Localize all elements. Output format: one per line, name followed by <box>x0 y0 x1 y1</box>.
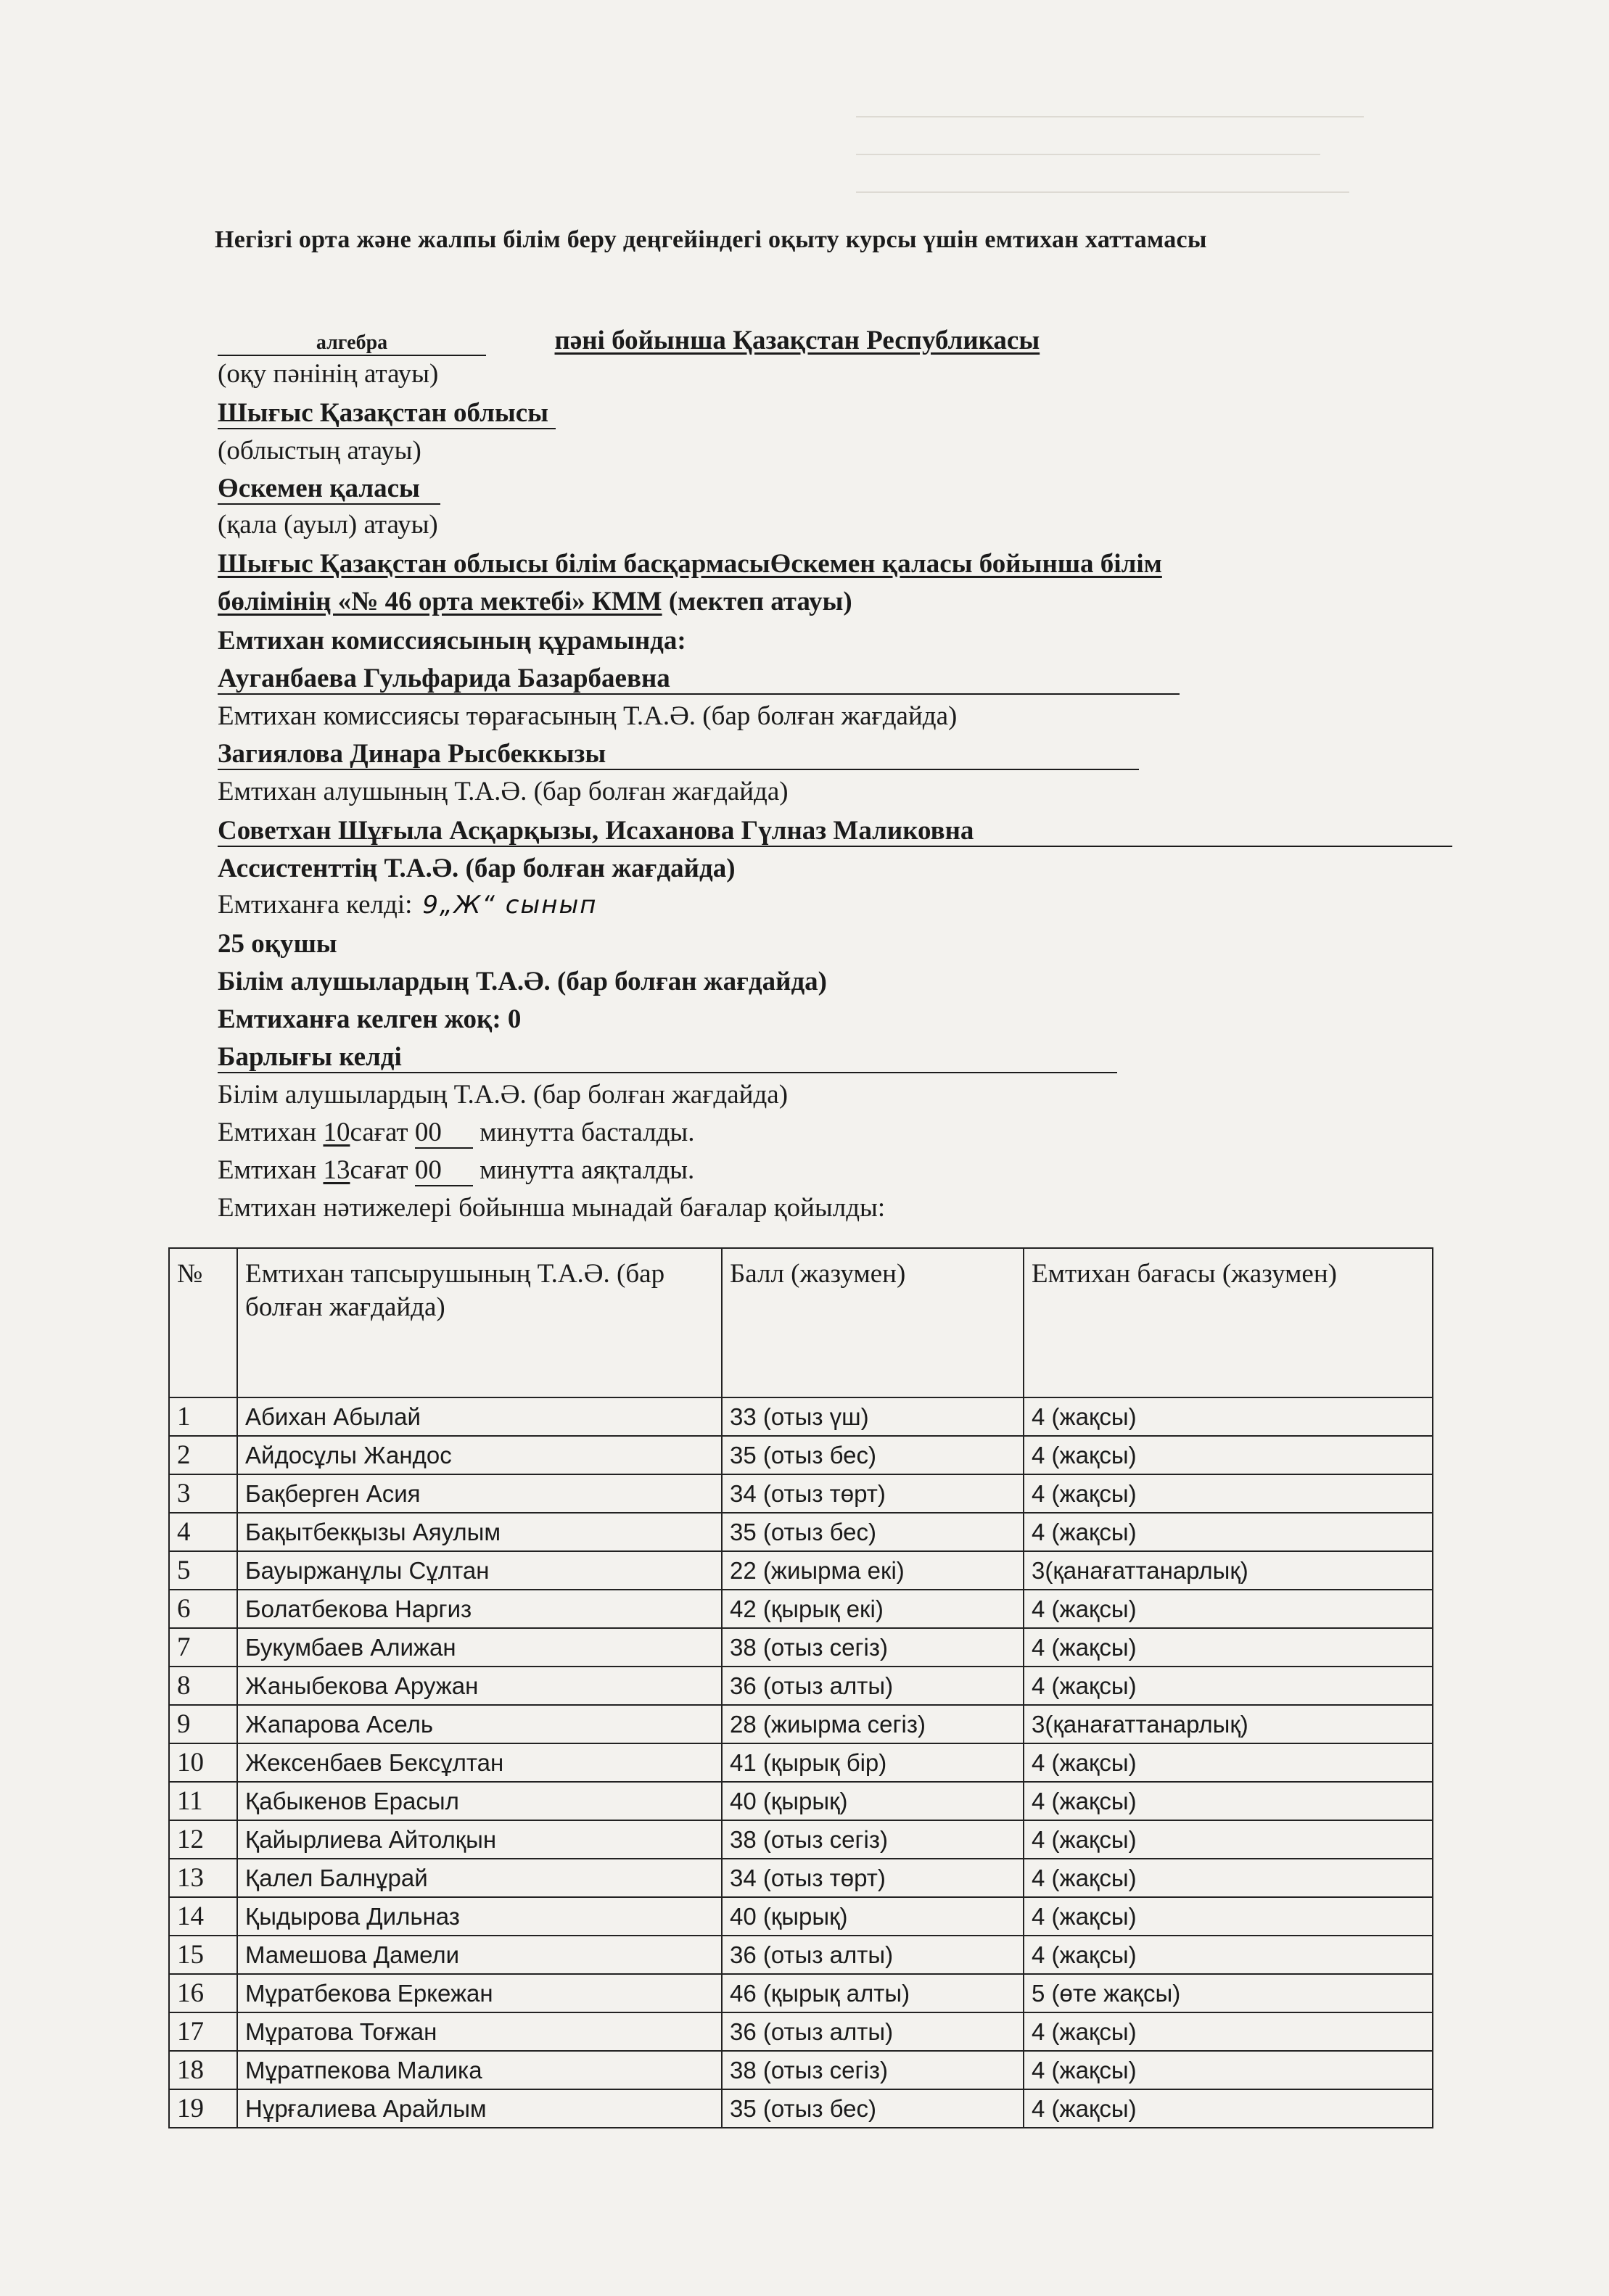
student-name: Қыдырова Дильназ <box>237 1897 722 1936</box>
table-row <box>169 2089 1433 2128</box>
header-grade: Емтихан бағасы (жазумен) <box>1024 1248 1433 1397</box>
student-name: Бақберген Асия <box>237 1474 722 1513</box>
all-present-field: Барлығы келді <box>218 1041 1117 1073</box>
table-row <box>169 1628 1433 1667</box>
row-number: 10 <box>169 1743 237 1782</box>
student-name: Мамешова Дамели <box>237 1936 722 1974</box>
student-grade: 4 (жақсы) <box>1024 2051 1433 2089</box>
assistants-caption: Ассистенттің Т.А.Ә. (бар болған жағдайда) <box>218 854 736 883</box>
document-title: Негізгі орта және жалпы білім беру деңгейіндегі оқыту курсы үшін емтихан хаттамасы <box>215 226 1207 253</box>
row-number: 8 <box>169 1667 237 1705</box>
student-score: 35 (отыз бес) <box>722 2089 1024 2128</box>
table-row <box>169 2051 1433 2089</box>
student-score: 38 (отыз сегіз) <box>722 1820 1024 1859</box>
table-row <box>169 1513 1433 1551</box>
region-caption: (облыстың атауы) <box>218 436 421 466</box>
row-number: 17 <box>169 2012 237 2051</box>
student-grade: 3(қанағаттанарлық) <box>1024 1551 1433 1590</box>
student-grade: 5 (өте жақсы) <box>1024 1974 1433 2012</box>
results-table <box>168 1247 1433 2128</box>
student-grade: 4 (жақсы) <box>1024 1628 1433 1667</box>
table-row <box>169 1820 1433 1859</box>
student-grade: 4 (жақсы) <box>1024 1936 1433 1974</box>
table-row <box>169 1397 1433 1436</box>
student-name: Қайырлиева Айтолқын <box>237 1820 722 1859</box>
row-number: 14 <box>169 1897 237 1936</box>
table-row <box>169 2012 1433 2051</box>
handwritten-class: 9„Ж“ сынып <box>422 891 598 920</box>
table-row <box>169 1667 1433 1705</box>
student-name: Қалел Балнұрай <box>237 1859 722 1897</box>
student-name: Абихан Абылай <box>237 1397 722 1436</box>
student-grade: 4 (жақсы) <box>1024 1743 1433 1782</box>
student-grade: 4 (жақсы) <box>1024 1474 1433 1513</box>
student-name: Бауыржанұлы Сұлтан <box>237 1551 722 1590</box>
row-number: 1 <box>169 1397 237 1436</box>
row-number: 11 <box>169 1782 237 1820</box>
student-name: Нұрғалиева Арайлым <box>237 2089 722 2128</box>
table-row <box>169 1551 1433 1590</box>
city-field: Өскемен қаласы <box>218 473 440 505</box>
school-name-line1: Шығыс Қазақстан облысы білім басқармасыӨскемен қаласы бойынша білім <box>218 549 1162 579</box>
student-grade: 4 (жақсы) <box>1024 1667 1433 1705</box>
row-number: 3 <box>169 1474 237 1513</box>
student-score: 41 (қырық бір) <box>722 1743 1024 1782</box>
student-score: 46 (қырық алты) <box>722 1974 1024 2012</box>
row-number: 16 <box>169 1974 237 2012</box>
row-number: 19 <box>169 2089 237 2128</box>
results-intro: Емтихан нәтижелері бойынша мынадай бағалар қойылды: <box>218 1193 886 1223</box>
table-row <box>169 1974 1433 2012</box>
student-grade: 4 (жақсы) <box>1024 1820 1433 1859</box>
student-name: Жапарова Асель <box>237 1705 722 1743</box>
student-name: Бақытбекқызы Аяулым <box>237 1513 722 1551</box>
row-number: 6 <box>169 1590 237 1628</box>
header-name: Емтихан тапсырушының Т.А.Ә. (бар болған жағдайда) <box>237 1248 722 1397</box>
student-score: 38 (отыз сегіз) <box>722 1628 1024 1667</box>
end-time-line: Емтихан 13сағат 00 минутта аяқталды. <box>218 1155 695 1185</box>
subject-suffix: пәні бойынша Қазақстан Республикасы <box>554 326 1040 355</box>
row-number: 13 <box>169 1859 237 1897</box>
attended-line: Емтиханға келді: 9„Ж“ сынып <box>218 890 598 920</box>
table-row <box>169 1436 1433 1474</box>
student-score: 42 (қырық екі) <box>722 1590 1024 1628</box>
student-name: Айдосұлы Жандос <box>237 1436 722 1474</box>
student-score: 33 (отыз үш) <box>722 1397 1024 1436</box>
student-score: 40 (қырық) <box>722 1782 1024 1820</box>
chair-caption: Емтихан комиссиясы төрағасының Т.А.Ә. (бар болған жағдайда) <box>218 701 958 731</box>
student-name: Букумбаев Алижан <box>237 1628 722 1667</box>
header-score: Балл (жазумен) <box>722 1248 1024 1397</box>
student-score: 38 (отыз сегіз) <box>722 2051 1024 2089</box>
row-number: 2 <box>169 1436 237 1474</box>
row-number: 9 <box>169 1705 237 1743</box>
subject-field: алгебра <box>218 332 486 356</box>
bleed-through-shadow <box>856 80 1436 297</box>
table-row <box>169 1897 1433 1936</box>
student-grade: 4 (жақсы) <box>1024 1897 1433 1936</box>
student-name: Жаныбекова Аружан <box>237 1667 722 1705</box>
start-time-line: Емтихан 10сағат 00 минутта басталды. <box>218 1118 695 1147</box>
row-number: 18 <box>169 2051 237 2089</box>
student-grade: 4 (жақсы) <box>1024 2089 1433 2128</box>
table-row <box>169 1474 1433 1513</box>
student-name: Болатбекова Наргиз <box>237 1590 722 1628</box>
table-row <box>169 1936 1433 1974</box>
student-grade: 4 (жақсы) <box>1024 1782 1433 1820</box>
table-row <box>169 1782 1433 1820</box>
commission-label: Емтихан комиссиясының құрамында: <box>218 626 686 656</box>
student-score: 28 (жиырма сегіз) <box>722 1705 1024 1743</box>
attended-caption: Білім алушылардың Т.А.Ә. (бар болған жағдайда) <box>218 967 827 996</box>
student-name: Мұратпекова Малика <box>237 2051 722 2089</box>
student-score: 35 (отыз бес) <box>722 1513 1024 1551</box>
student-name: Мұратбекова Еркежан <box>237 1974 722 2012</box>
chair-field: Ауганбаева Гульфарида Базарбаевна <box>218 663 1180 695</box>
table-row <box>169 1859 1433 1897</box>
all-present-caption: Білім алушылардың Т.А.Ә. (бар болған жағдайда) <box>218 1080 789 1110</box>
row-number: 4 <box>169 1513 237 1551</box>
student-score: 34 (отыз төрт) <box>722 1859 1024 1897</box>
student-name: Мұратова Тоғжан <box>237 2012 722 2051</box>
table-row <box>169 1743 1433 1782</box>
student-grade: 4 (жақсы) <box>1024 1397 1433 1436</box>
student-score: 36 (отыз алты) <box>722 2012 1024 2051</box>
row-number: 7 <box>169 1628 237 1667</box>
student-score: 22 (жиырма екі) <box>722 1551 1024 1590</box>
student-grade: 4 (жақсы) <box>1024 1436 1433 1474</box>
table-row <box>169 1590 1433 1628</box>
attended-count: 25 оқушы <box>218 929 337 959</box>
table-row <box>169 1705 1433 1743</box>
student-score: 34 (отыз төрт) <box>722 1474 1024 1513</box>
row-number: 5 <box>169 1551 237 1590</box>
row-number: 12 <box>169 1820 237 1859</box>
subject-caption: (оқу пәнінің атауы) <box>218 359 439 389</box>
examiner-caption: Емтихан алушының Т.А.Ә. (бар болған жағдайда) <box>218 777 789 806</box>
student-grade: 4 (жақсы) <box>1024 1590 1433 1628</box>
subject-line <box>218 325 1040 356</box>
student-name: Қабыкенов Ерасыл <box>237 1782 722 1820</box>
student-score: 40 (қырық) <box>722 1897 1024 1936</box>
student-score: 36 (отыз алты) <box>722 1936 1024 1974</box>
header-number: № <box>169 1248 237 1397</box>
region-field: Шығыс Қазақстан облысы <box>218 397 556 429</box>
student-grade: 4 (жақсы) <box>1024 1513 1433 1551</box>
school-name-line2: бөлімінің «№ 46 орта мектебі» КММ (мектеп атауы) <box>218 587 852 616</box>
examiner-field: Загиялова Динара Рысбеккызы <box>218 738 1139 770</box>
city-caption: (қала (ауыл) атауы) <box>218 510 438 540</box>
row-number: 15 <box>169 1936 237 1974</box>
student-score: 36 (отыз алты) <box>722 1667 1024 1705</box>
student-grade: 4 (жақсы) <box>1024 2012 1433 2051</box>
student-name: Жексенбаев Бексұлтан <box>237 1743 722 1782</box>
student-grade: 4 (жақсы) <box>1024 1859 1433 1897</box>
student-grade: 3(қанағаттанарлық) <box>1024 1705 1433 1743</box>
student-score: 35 (отыз бес) <box>722 1436 1024 1474</box>
table-header-row <box>169 1248 1433 1397</box>
assistants-field: Советхан Шұғыла Асқарқызы, Исаханова Гүлназ Маликовна <box>218 815 1452 847</box>
absent-line: Емтиханға келген жоқ: 0 <box>218 1004 522 1034</box>
